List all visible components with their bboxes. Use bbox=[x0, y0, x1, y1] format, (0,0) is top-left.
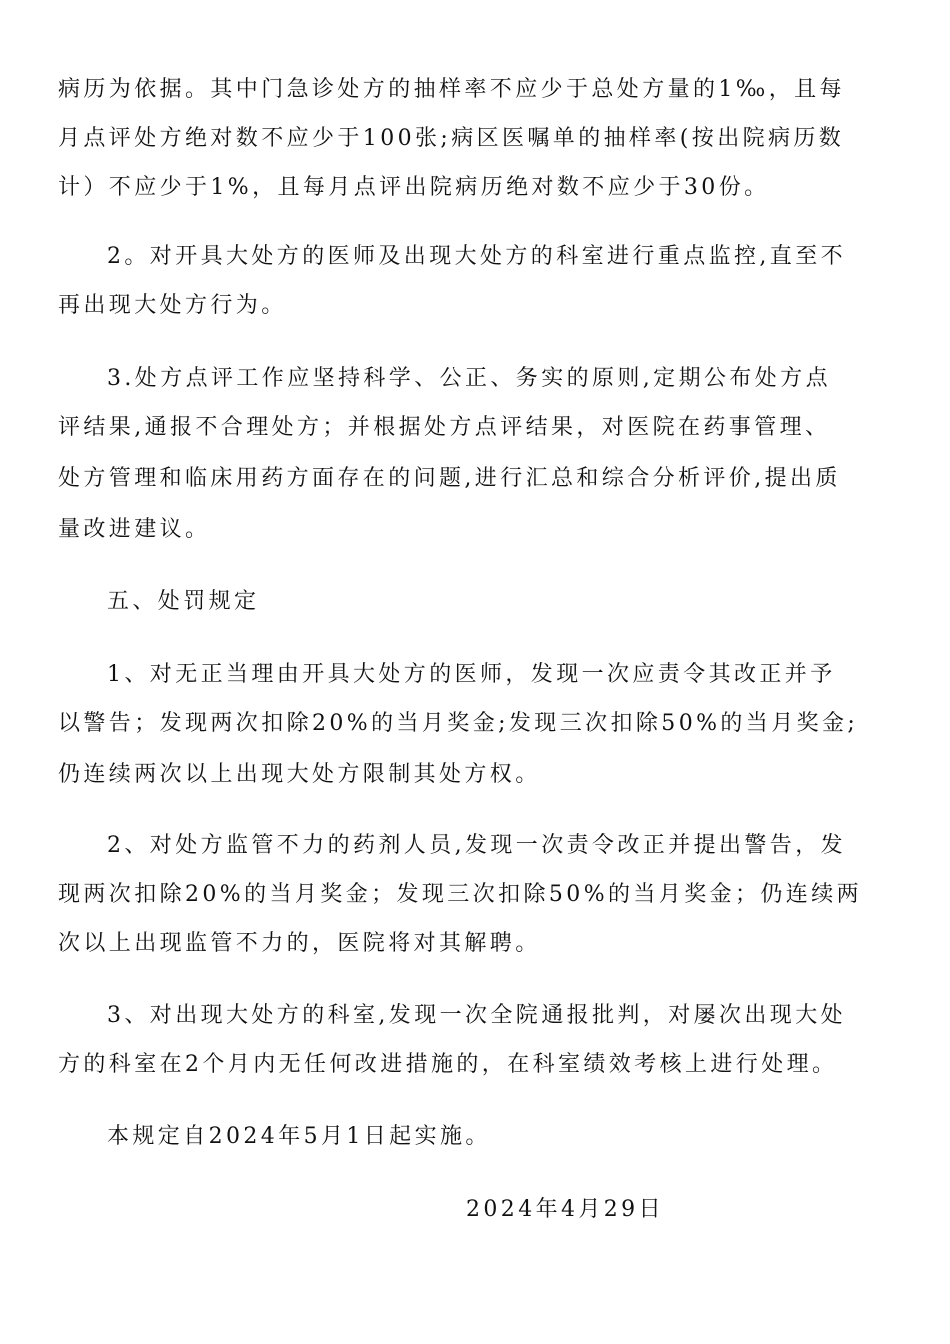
paragraph-line: 病历为依据。其中门急诊处方的抽样率不应少于总处方量的1‰，且每 bbox=[58, 77, 845, 102]
paragraph-line: 2、对处方监管不力的药剂人员,发现一次责令改正并提出警告，发 bbox=[107, 833, 846, 858]
paragraph-line: 月点评处方绝对数不应少于100张;病区医嘱单的抽样率(按出院病历数 bbox=[58, 126, 845, 151]
effective-date-statement: 本规定自2024年5月1日起实施。 bbox=[107, 1124, 491, 1149]
paragraph-line: 计）不应少于1%，且每月点评出院病历绝对数不应少于30份。 bbox=[58, 175, 770, 200]
paragraph-line: 仍连续两次以上出现大处方限制其处方权。 bbox=[58, 762, 541, 787]
paragraph-line: 量改进建议。 bbox=[58, 517, 211, 542]
paragraph-line: 现两次扣除20%的当月奖金；发现三次扣除50%的当月奖金；仍连续两 bbox=[58, 882, 862, 907]
paragraph-line: 再出现大处方行为。 bbox=[58, 293, 287, 318]
paragraph-line: 评结果,通报不合理处方；并根据处方点评结果，对医院在药事管理、 bbox=[58, 415, 831, 440]
paragraph-line: 3、对出现大处方的科室,发现一次全院通报批判，对屡次出现大处 bbox=[107, 1003, 846, 1028]
paragraph-line: 方的科室在2个月内无任何改进措施的，在科室绩效考核上进行处理。 bbox=[58, 1052, 838, 1077]
signature-date: 2024年4月29日 bbox=[466, 1197, 664, 1222]
paragraph-line: 处方管理和临床用药方面存在的问题,进行汇总和综合分析评价,提出质 bbox=[58, 466, 841, 491]
paragraph-line: 次以上出现监管不力的，医院将对其解聘。 bbox=[58, 931, 541, 956]
paragraph-line: 3.处方点评工作应坚持科学、公正、务实的原则,定期公布处方点 bbox=[107, 366, 831, 391]
paragraph-line: 以警告；发现两次扣除20%的当月奖金;发现三次扣除50%的当月奖金; bbox=[58, 711, 859, 736]
section-heading: 五、处罚规定 bbox=[107, 589, 260, 614]
paragraph-line: 1、对无正当理由开具大处方的医师，发现一次应责令其改正并予 bbox=[107, 662, 836, 687]
paragraph-line: 2。对开具大处方的医师及出现大处方的科室进行重点监控,直至不 bbox=[107, 244, 846, 269]
